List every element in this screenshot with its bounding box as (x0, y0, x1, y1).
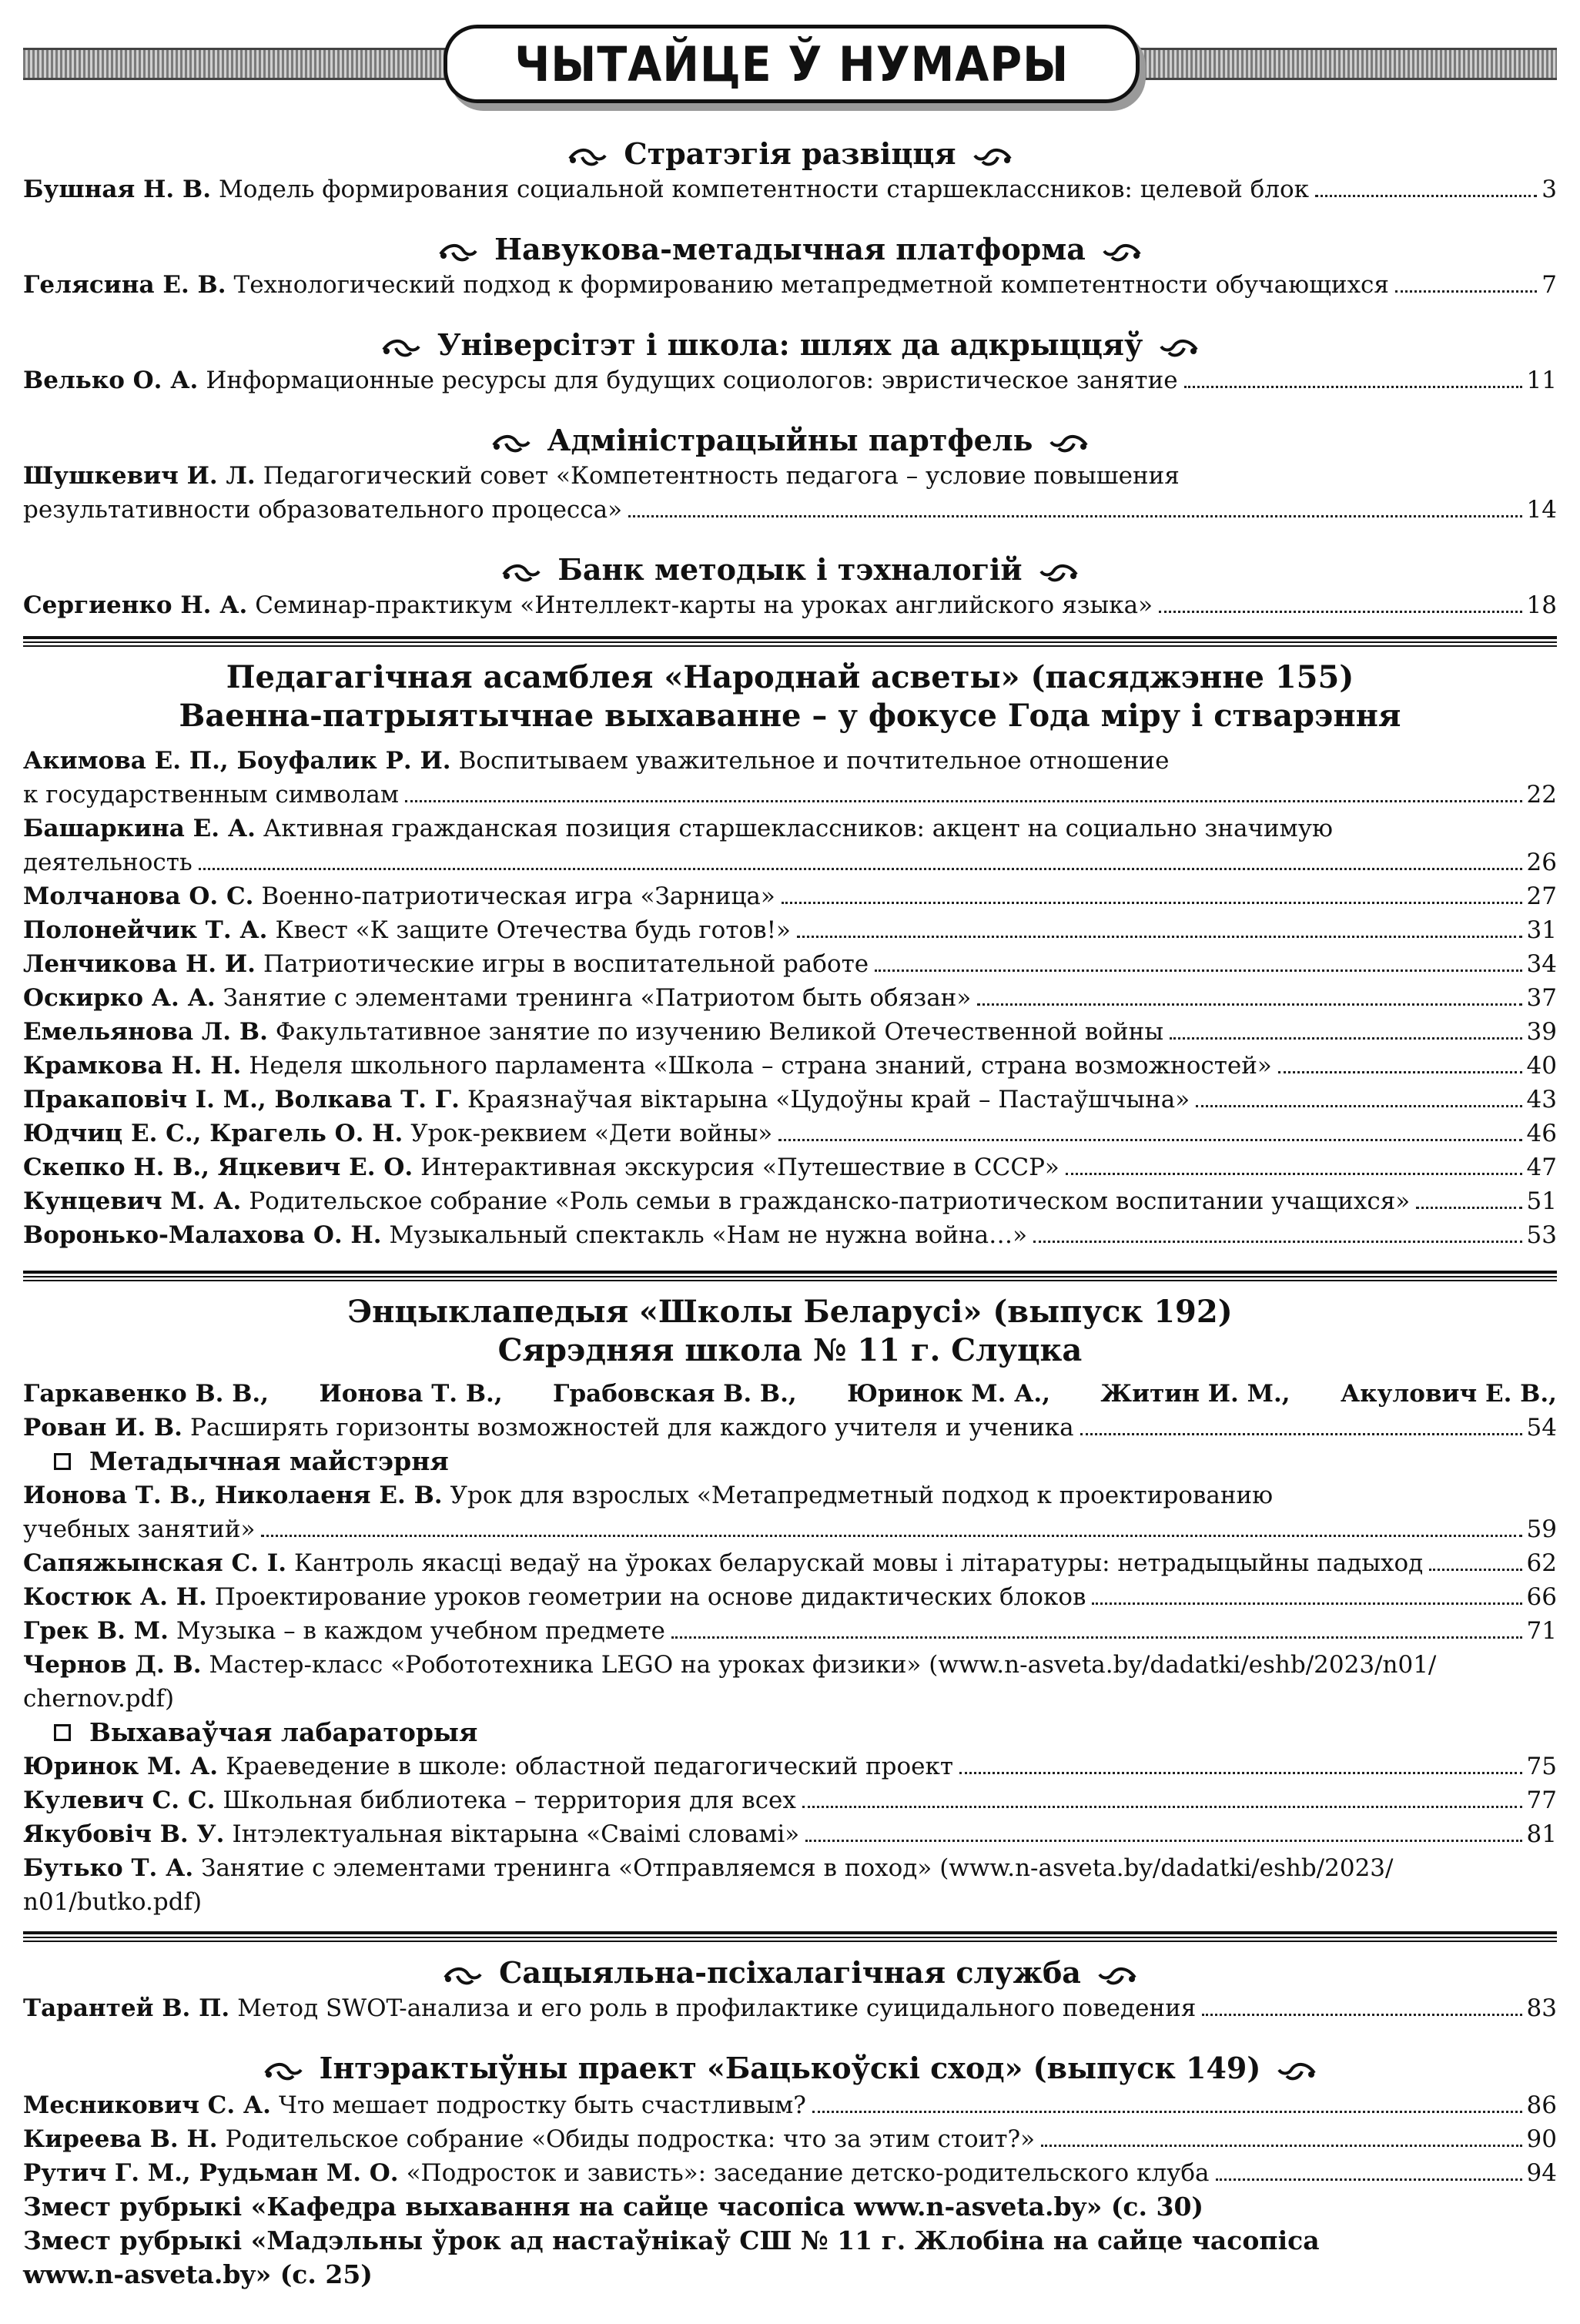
lead-authors: Гаркавенко В. В., Ионова Т. В., Грабовская В. В., Юринок М. А., Житин И. М., Акулович Е. В., (23, 1380, 1557, 1408)
toc-entry[interactable]: Якубовіч В. У. Інтэлектуальная віктарына «Сваімі словамі» 81 (23, 1817, 1557, 1851)
encyclopedia-subtitle: Сярэдняя школа № 11 г. Слуцка (497, 1332, 1083, 1368)
rubric-note[interactable]: Змест рубрыкі «Кафедра выхавання на сайце часопіса www.n-asveta.by» (с. 30) (23, 2192, 1204, 2222)
page-number: 39 (1526, 1018, 1557, 1046)
toc-entry[interactable]: Тарантей В. П. Метод SWOT-анализа и его роль в профилактике суицидального поведения 83 (23, 1991, 1557, 2025)
page-number: 26 (1526, 849, 1557, 876)
page-number: 3 (1542, 176, 1557, 203)
page-number: 62 (1526, 1549, 1557, 1577)
page-number: 53 (1526, 1221, 1557, 1249)
subrubric-heading: Метадычная майстэрня (54, 1445, 449, 1478)
assembly-subtitle: Ваенна-патрыятычнае выхаванне – у фокусе Года міру і стварэння (179, 698, 1401, 734)
ornament-right-icon (973, 145, 1013, 169)
ornament-left-icon (490, 431, 531, 456)
section-heading: Інтэрактыўны праект «Бацькоўскі сход» (выпуск 149) (23, 2050, 1557, 2087)
banner-title: ЧЫТАЙЦЕ Ў НУМАРЫ (514, 35, 1069, 92)
ornament-right-icon (1103, 240, 1143, 265)
toc-entry[interactable]: Гелясина Е. В. Технологический подход к формированию метапредметной компетентности обучающихся 7 (23, 268, 1557, 302)
toc-entry[interactable]: Скепко Н. В., Яцкевич Е. О. Интерактивная экскурсия «Путешествие в СССР» 47 (23, 1150, 1557, 1184)
toc-entry[interactable]: Крамкова Н. Н. Неделя школьного парламента «Школа – страна знаний, страна возможностей» 40 (23, 1049, 1557, 1083)
contents-page (23, 0, 1557, 2324)
ornament-right-icon (1160, 336, 1200, 360)
ornament-left-icon (437, 240, 477, 265)
toc-entry-lead[interactable]: Гаркавенко В. В., Ионова Т. В., Грабовская В. В., Юринок М. А., Житин И. М., Акулович Е. В., Рован И. В. Расширять горизонты возможностей для каждого учителя и ученика 54 (23, 1377, 1557, 1445)
page-number: 81 (1526, 1820, 1557, 1848)
section-heading: Сацыяльна-псіхалагічная служба (23, 1954, 1557, 1991)
rubric-note[interactable]: www.n-asveta.by» (с. 25) (23, 2259, 373, 2289)
assembly-title: Педагагічная асамблея «Народнай асветы» (пасяджэнне 155) (226, 659, 1354, 695)
toc-entry[interactable]: Рутич Г. М., Рудьман М. О. «Подросток и зависть»: заседание детско-родительского клуба 94 (23, 2156, 1557, 2190)
ornament-left-icon (567, 145, 607, 169)
toc-entry[interactable]: Ленчикова Н. И. Патриотические игры в воспитательной работе 34 (23, 947, 1557, 981)
page-number: 34 (1526, 950, 1557, 978)
toc-entry[interactable]: Сапяжынская С. І. Кантроль якасці ведаў на ўроках беларускай мовы і літаратуры: нетрадыцыйны падыход 62 (23, 1546, 1557, 1580)
page-number: 90 (1526, 2125, 1557, 2153)
page-number: 94 (1526, 2159, 1557, 2187)
page-number: 59 (1526, 1515, 1557, 1543)
toc-entry[interactable]: Юринок М. А. Краеведение в школе: областной педагогический проект 75 (23, 1750, 1557, 1783)
page-number: 18 (1526, 591, 1557, 619)
section-heading: Адміністрацыйны партфель (23, 422, 1557, 459)
ornament-left-icon (500, 561, 541, 585)
page-number: 11 (1526, 367, 1557, 394)
page-number: 43 (1526, 1086, 1557, 1113)
page-number: 37 (1526, 984, 1557, 1012)
checkbox-icon (54, 1453, 71, 1470)
toc-entry[interactable]: Молчанова О. С. Военно-патриотическая игра «Зарница» 27 (23, 879, 1557, 913)
section-heading: Стратэгія развіцця (23, 136, 1557, 172)
toc-entry[interactable]: Грек В. М. Музыка – в каждом учебном предмете 71 (23, 1614, 1557, 1648)
section-divider (23, 1271, 1557, 1283)
checkbox-icon (54, 1724, 71, 1741)
ornament-right-icon (1277, 2059, 1317, 2084)
banner-stripe-left (23, 48, 454, 80)
subrubric-heading: Выхаваўчая лабараторыя (54, 1716, 477, 1750)
ornament-right-icon (1049, 431, 1090, 456)
page-number: 54 (1526, 1414, 1557, 1442)
toc-entry[interactable]: Оскирко А. А. Занятие с элементами тренинга «Патриотом быть обязан» 37 (23, 981, 1557, 1015)
ornament-left-icon (380, 336, 420, 360)
toc-entry[interactable]: Бушная Н. В. Модель формирования социальной компетентности старшеклассников: целевой блок 3 (23, 172, 1557, 206)
rubric-note[interactable]: Змест рубрыкі «Мадэльны ўрок ад настаўнікаў СШ № 11 г. Жлобіна на сайце часопіса (23, 2225, 1320, 2255)
page-number: 66 (1526, 1583, 1557, 1611)
page-number: 83 (1526, 1994, 1557, 2022)
encyclopedia-title: Энцыклапедыя «Школы Беларусі» (выпуск 192) (347, 1294, 1233, 1330)
ornament-right-icon (1098, 1964, 1138, 1988)
page-number: 47 (1526, 1154, 1557, 1181)
page-number: 46 (1526, 1120, 1557, 1147)
toc-entry[interactable]: Юдчиц Е. С., Крагель О. Н. Урок-реквием «Дети войны» 46 (23, 1117, 1557, 1150)
banner-stripe-right (1126, 48, 1557, 80)
page-number: 75 (1526, 1753, 1557, 1780)
contents-banner (23, 25, 1557, 99)
section-divider (23, 1931, 1557, 1944)
page-number: 14 (1526, 496, 1557, 524)
toc-entry[interactable]: Акимова Е. П., Боуфалик Р. И. Воспитываем уважительное и почтительное отношение к государственным символам 22 (23, 744, 1557, 812)
page-number: 51 (1526, 1187, 1557, 1215)
page-number: 40 (1526, 1052, 1557, 1080)
toc-entry-web[interactable]: Чернов Д. В. Мастер-класс «Робототехника LEGO на уроках физики» (www.n-asveta.by/dadatki/eshb/2023/n01/ chernov.pdf) (23, 1651, 1437, 1713)
toc-entry[interactable]: Костюк А. Н. Проектирование уроков геометрии на основе дидактических блоков 66 (23, 1580, 1557, 1614)
toc-entry[interactable]: Емельянова Л. В. Факультативное занятие по изучению Великой Отечественной войны 39 (23, 1015, 1557, 1049)
section-heading: Навукова-метадычная платформа (23, 231, 1557, 268)
toc-entry[interactable]: Ионова Т. В., Николаеня Е. В. Урок для взрослых «Метапредметный подход к проектированию учебных занятий» 59 (23, 1478, 1557, 1546)
toc-entry[interactable]: Воронько-Малахова О. Н. Музыкальный спектакль «Нам не нужна война…» 53 (23, 1218, 1557, 1252)
ornament-left-icon (263, 2059, 303, 2084)
page-number: 31 (1526, 916, 1557, 944)
page-number: 27 (1526, 882, 1557, 910)
toc-entry[interactable]: Киреева В. Н. Родительское собрание «Обиды подростка: что за этим стоит?» 90 (23, 2122, 1557, 2156)
toc-entry[interactable]: Шушкевич И. Л. Педагогический совет «Компетентность педагога – условие повышения результативности образовательного процесса» 14 (23, 459, 1557, 527)
page-number: 77 (1526, 1787, 1557, 1814)
section-heading: Універсітэт і школа: шлях да адкрыццяў (23, 326, 1557, 363)
ornament-left-icon (442, 1964, 482, 1988)
toc-entry[interactable]: Велько О. А. Информационные ресурсы для будущих социологов: эвристическое занятие 11 (23, 363, 1557, 397)
banner-plate (444, 25, 1140, 103)
toc-entry[interactable]: Полонейчик Т. А. Квест «К защите Отечества будь готов!» 31 (23, 913, 1557, 947)
toc-entry-web[interactable]: Бутько Т. А. Занятие с элементами тренинга «Отправляемся в поход» (www.n-asveta.by/dadatki/eshb/2023/ n01/butko.pdf) (23, 1854, 1394, 1916)
toc-entry[interactable]: Пракаповіч І. М., Волкава Т. Г. Краязнаўчая віктарына «Цудоўны край – Пастаўшчына» 43 (23, 1083, 1557, 1117)
page-number: 7 (1542, 271, 1557, 299)
toc-entry[interactable]: Кунцевич М. А. Родительское собрание «Роль семьи в гражданско-патриотическом воспитании учащихся» 51 (23, 1184, 1557, 1218)
page-number: 86 (1526, 2091, 1557, 2119)
section-heading: Банк методык і тэхналогій (23, 551, 1557, 588)
toc-entry[interactable]: Месникович С. А. Что мешает подростку быть счастливым? 86 (23, 2088, 1557, 2122)
toc-entry[interactable]: Кулевич С. С. Школьная библиотека – территория для всех 77 (23, 1783, 1557, 1817)
toc-entry[interactable]: Башаркина Е. А. Активная гражданская позиция старшеклассников: акцент на социально значимую деятельность 26 (23, 812, 1557, 879)
toc-entry[interactable]: Сергиенко Н. А. Семинар-практикум «Интеллект-карты на уроках английского языка» 18 (23, 588, 1557, 622)
ornament-right-icon (1039, 561, 1080, 585)
section-divider (23, 636, 1557, 648)
page-number: 22 (1526, 781, 1557, 809)
page-number: 71 (1526, 1617, 1557, 1645)
